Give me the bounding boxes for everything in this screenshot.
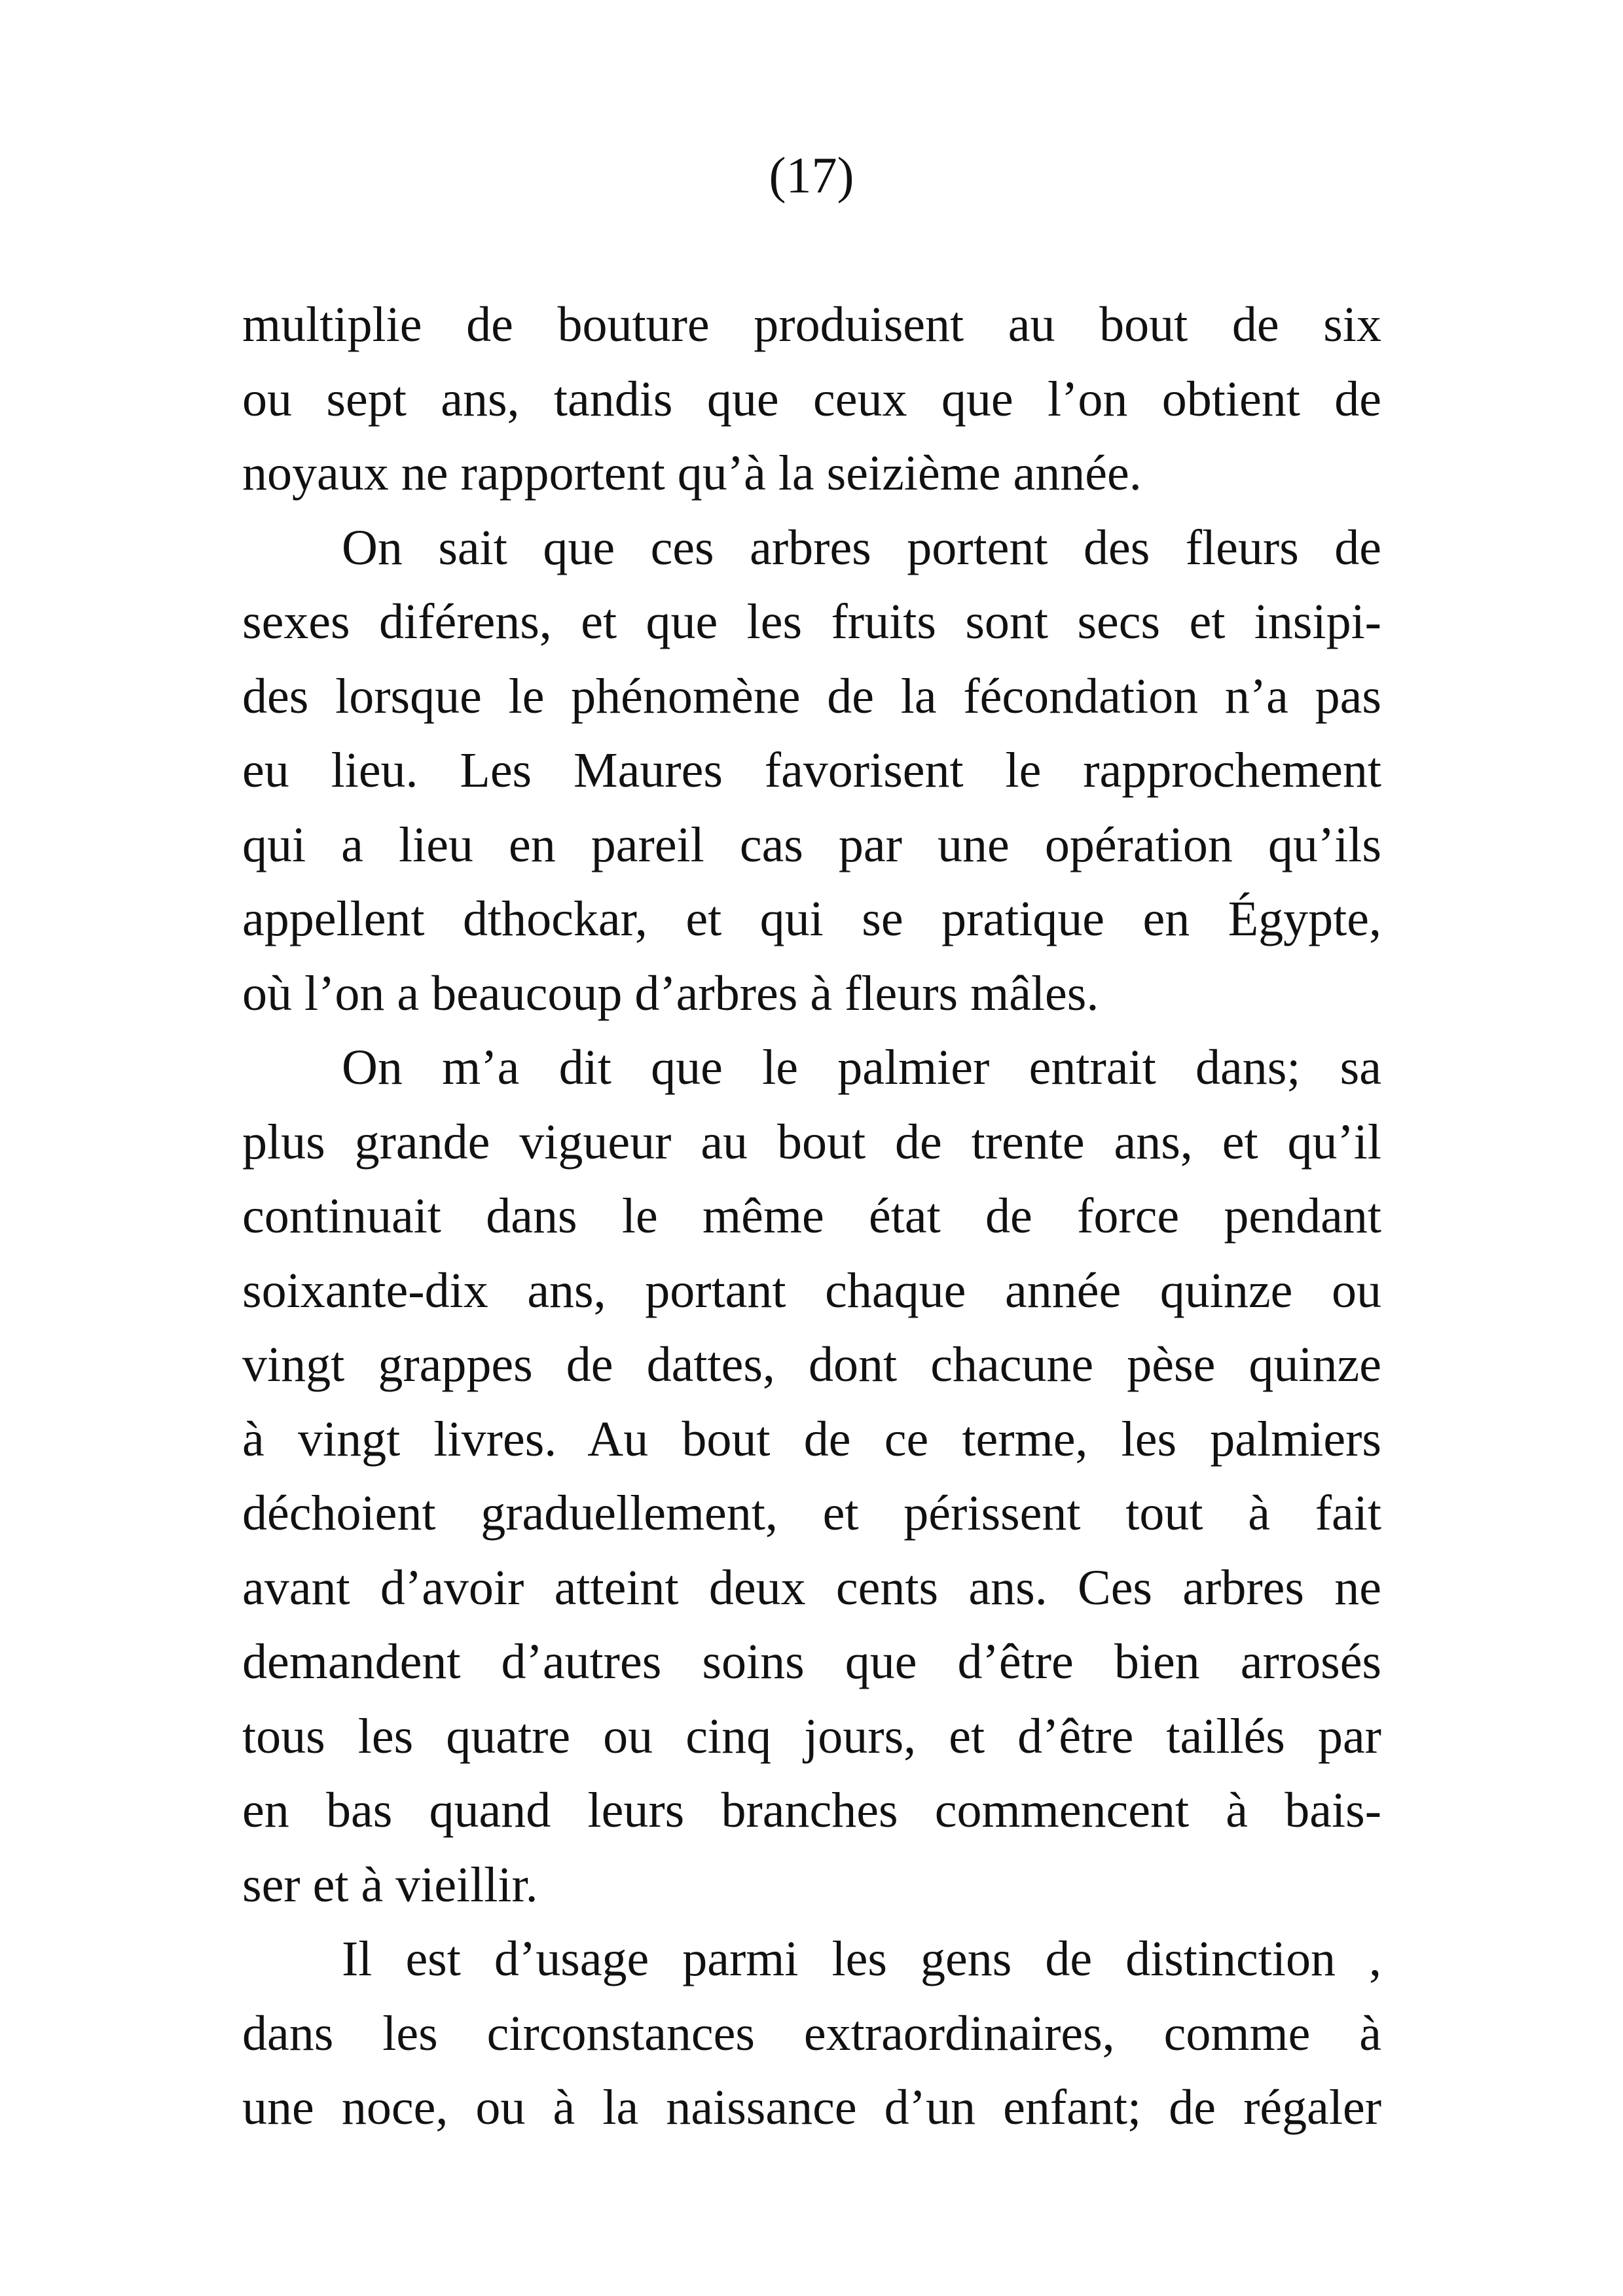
paragraph-2: [242, 511, 1381, 1031]
text-line: ou sept ans, tandis que ceux que l’on obtient de: [242, 371, 1381, 427]
text-line: multiplie de bouture produisent au bout de six: [242, 297, 1381, 352]
text-line: plus grande vigueur au bout de trente ans, et qu’il: [242, 1114, 1381, 1170]
text-line: dans les circonstances extraordinaires, comme à: [242, 2005, 1381, 2061]
text-line: à vingt livres. Au bout de ce terme, les palmiers: [242, 1411, 1381, 1467]
paragraph-3: [242, 1031, 1381, 1922]
text-line: On sait que ces arbres portent des fleurs de: [342, 520, 1381, 575]
text-line: soixante-dix ans, portant chaque année quinze ou: [242, 1263, 1381, 1318]
text-line: demandent d’autres soins que d’être bien arrosés: [242, 1634, 1381, 1689]
text-line: où l’on a beaucoup d’arbres à fleurs mâles.: [242, 965, 1099, 1021]
paragraph-1: [242, 288, 1381, 511]
text-line: appellent dthockar, et qui se pratique en Égypte,: [242, 891, 1381, 946]
text-line: On m’a dit que le palmier entrait dans; sa: [342, 1040, 1381, 1095]
text-line: déchoient graduellement, et périssent tout à fait: [242, 1486, 1381, 1541]
text-line: des lorsque le phénomène de la fécondation n’a pas: [242, 668, 1381, 724]
text-line: qui a lieu en pareil cas par une opération qu’ils: [242, 817, 1381, 872]
paragraph-4: [242, 1922, 1381, 2145]
text-line: avant d’avoir atteint deux cents ans. Ces arbres ne: [242, 1560, 1381, 1615]
text-line: Il est d’usage parmi les gens de distinction ,: [342, 1931, 1381, 1986]
page-number: (17): [769, 147, 854, 204]
text-line: noyaux ne rapportent qu’à la seizième année.: [242, 446, 1142, 501]
text-line: tous les quatre ou cinq jours, et d’être taillés par: [242, 1708, 1381, 1764]
text-line: continuait dans le même état de force pendant: [242, 1189, 1381, 1244]
text-line: eu lieu. Les Maures favorisent le rapprochement: [242, 743, 1381, 798]
text-line: ser et à vieillir.: [242, 1857, 538, 1912]
text-line: une noce, ou à la naissance d’un enfant; de régaler: [242, 2080, 1381, 2135]
text-line: sexes diférens, et que les fruits sont secs et insipi-: [242, 594, 1381, 649]
text-line: en bas quand leurs branches commencent à bais-: [242, 1783, 1381, 1838]
text-line: vingt grappes de dattes, dont chacune pèse quinze: [242, 1337, 1381, 1392]
body-text: [242, 288, 1381, 2145]
